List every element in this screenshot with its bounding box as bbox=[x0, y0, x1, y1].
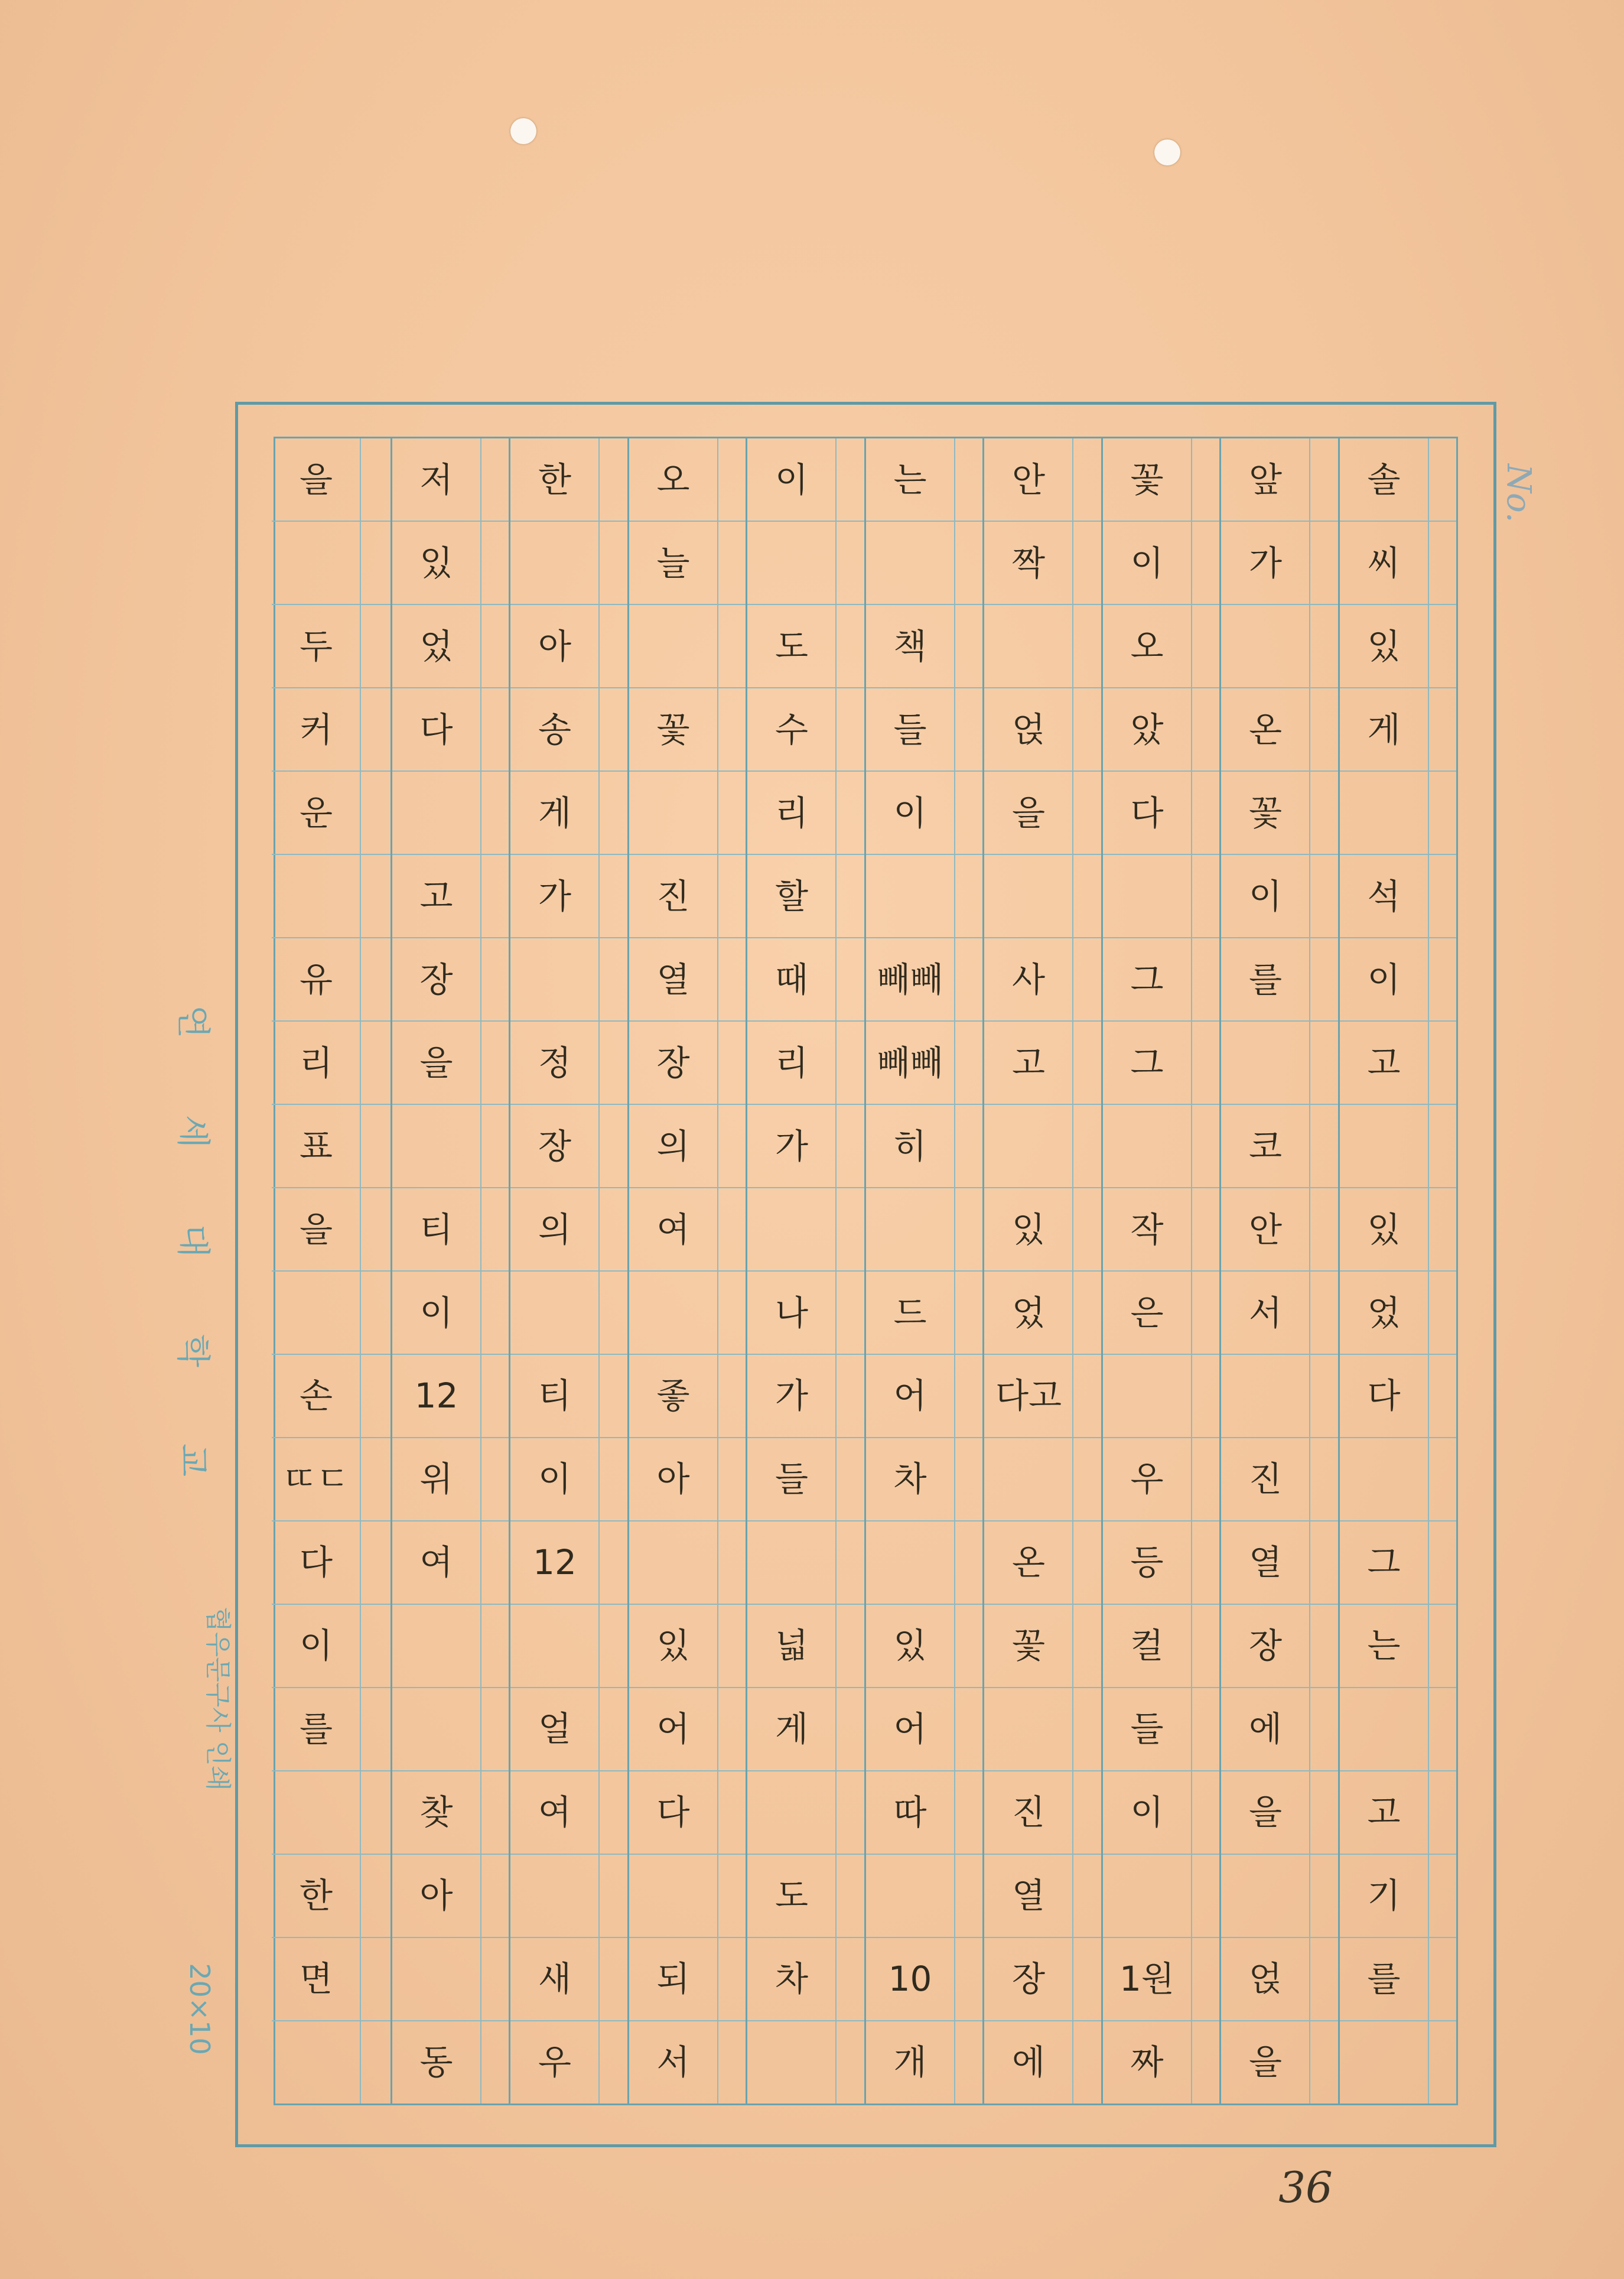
manuscript-cell: 면 bbox=[299, 1958, 333, 1999]
manuscript-column bbox=[982, 438, 1101, 2104]
manuscript-cell: 사 bbox=[1011, 959, 1046, 1000]
manuscript-cell: 게 bbox=[1367, 710, 1401, 750]
manuscript-cell: 열 bbox=[656, 959, 690, 1000]
manuscript-cell: 석 bbox=[1367, 876, 1401, 916]
printer-imprint: 협우문구사 인쇄 bbox=[203, 1607, 233, 1791]
column-text bbox=[1221, 438, 1310, 2104]
manuscript-cell: 고 bbox=[1367, 1042, 1401, 1083]
manuscript-cell: 고 bbox=[1011, 1042, 1046, 1083]
manuscript-cell: 10 bbox=[888, 1958, 932, 1999]
manuscript-cell bbox=[272, 522, 360, 605]
manuscript-cell: 그 bbox=[1130, 1042, 1164, 1083]
manuscript-cell: 있 bbox=[656, 1625, 690, 1666]
punch-hole-left bbox=[510, 118, 536, 144]
manuscript-cell: 유 bbox=[299, 959, 333, 1000]
manuscript-cell: 저 bbox=[419, 460, 453, 500]
manuscript-cell bbox=[392, 1104, 481, 1188]
manuscript-cell bbox=[272, 2020, 360, 2104]
column-text bbox=[1103, 438, 1192, 2104]
manuscript-cell bbox=[510, 1271, 599, 1354]
manuscript-cell: 이 bbox=[1130, 1792, 1164, 1832]
manuscript-cell: 에 bbox=[1248, 1709, 1283, 1750]
manuscript-cell: 표 bbox=[299, 1126, 333, 1166]
column-text bbox=[984, 438, 1073, 2104]
manuscript-cell: 컬 bbox=[1130, 1625, 1164, 1666]
manuscript-cell: 할 bbox=[774, 876, 809, 916]
university-name-char: 세 bbox=[173, 1114, 213, 1148]
manuscript-cell: 얹 bbox=[1011, 710, 1046, 750]
column-text bbox=[510, 438, 599, 2104]
manuscript-cell: 1원 bbox=[1119, 1958, 1174, 1999]
column-text bbox=[629, 438, 718, 2104]
manuscript-cell: 되 bbox=[656, 1958, 690, 1999]
manuscript-cell bbox=[747, 522, 836, 605]
manuscript-cell: 두 bbox=[299, 626, 333, 667]
manuscript-column bbox=[864, 438, 983, 2104]
manuscript-cell: 을 bbox=[1248, 2041, 1283, 2082]
manuscript-column bbox=[1338, 438, 1457, 2104]
manuscript-cell bbox=[272, 1271, 360, 1354]
manuscript-cell: 기 bbox=[1367, 1875, 1401, 1916]
manuscript-cell: 때 bbox=[774, 959, 809, 1000]
manuscript-cell: 온 bbox=[1011, 1542, 1046, 1583]
manuscript-cell: 어 bbox=[656, 1709, 690, 1750]
manuscript-cell: 는 bbox=[1367, 1625, 1401, 1666]
manuscript-cell: 히 bbox=[893, 1126, 927, 1166]
manuscript-cell: 티 bbox=[419, 1209, 453, 1250]
manuscript-cell bbox=[866, 1854, 955, 1937]
manuscript-cell bbox=[272, 1771, 360, 1854]
manuscript-cell bbox=[392, 1937, 481, 2020]
manuscript-cell: 꽃 bbox=[1248, 793, 1283, 834]
column-text bbox=[272, 438, 360, 2104]
manuscript-cell: 서 bbox=[656, 2041, 690, 2082]
manuscript-cell: 꽃 bbox=[656, 710, 690, 750]
manuscript-cell: 을 bbox=[419, 1042, 453, 1083]
manuscript-cell: 한 bbox=[299, 1875, 333, 1916]
manuscript-cell: 를 bbox=[1367, 1958, 1401, 1999]
manuscript-cell bbox=[1340, 2020, 1428, 2104]
manuscript-cell bbox=[1340, 1688, 1428, 1771]
manuscript-cell: 넓 bbox=[774, 1625, 809, 1666]
manuscript-cell: 가 bbox=[774, 1376, 809, 1416]
manuscript-cell bbox=[984, 1104, 1073, 1188]
manuscript-cell bbox=[1221, 1354, 1310, 1438]
manuscript-cell: 게 bbox=[774, 1709, 809, 1750]
manuscript-cell: ㄸㄷ bbox=[282, 1459, 350, 1500]
manuscript-cell: 었 bbox=[419, 626, 453, 667]
manuscript-cell: 운 bbox=[299, 793, 333, 834]
manuscript-cell: 짜 bbox=[1130, 2041, 1164, 2082]
manuscript-cell bbox=[629, 772, 718, 855]
manuscript-cell: 코 bbox=[1248, 1126, 1283, 1166]
manuscript-cell: 한 bbox=[538, 460, 572, 500]
manuscript-cell: 의 bbox=[656, 1126, 690, 1166]
manuscript-column bbox=[509, 438, 627, 2104]
manuscript-cell: 있 bbox=[419, 543, 453, 584]
manuscript-cell: 동 bbox=[419, 2041, 453, 2082]
manuscript-cell bbox=[866, 522, 955, 605]
manuscript-cell: 늘 bbox=[656, 543, 690, 584]
manuscript-cell bbox=[747, 1521, 836, 1604]
manuscript-cell: 티 bbox=[538, 1376, 572, 1416]
manuscript-cell bbox=[984, 855, 1073, 938]
manuscript-cell: 짝 bbox=[1011, 543, 1046, 584]
grid-size-label: 20×10 bbox=[184, 1963, 216, 2055]
manuscript-cell: 들 bbox=[774, 1459, 809, 1500]
manuscript-cell: 12 bbox=[414, 1376, 458, 1416]
manuscript-cell: 따 bbox=[893, 1792, 927, 1832]
column-text bbox=[392, 438, 481, 2104]
manuscript-cell: 가 bbox=[774, 1126, 809, 1166]
manuscript-cell bbox=[392, 772, 481, 855]
manuscript-cell: 장 bbox=[1248, 1625, 1283, 1666]
manuscript-cell: 송 bbox=[538, 710, 572, 750]
manuscript-cell: 씨 bbox=[1367, 543, 1401, 584]
manuscript-cell: 있 bbox=[1367, 1209, 1401, 1250]
manuscript-cell: 다 bbox=[1130, 793, 1164, 834]
manuscript-cell: 을 bbox=[1248, 1792, 1283, 1832]
column-text bbox=[747, 438, 836, 2104]
manuscript-cell: 나 bbox=[774, 1292, 809, 1333]
manuscript-cell bbox=[1103, 1104, 1192, 1188]
manuscript-cell: 열 bbox=[1248, 1542, 1283, 1583]
manuscript-cell: 여 bbox=[656, 1209, 690, 1250]
manuscript-column bbox=[746, 438, 864, 2104]
manuscript-cell bbox=[1221, 1854, 1310, 1937]
manuscript-cell: 안 bbox=[1248, 1209, 1283, 1250]
manuscript-cell: 다 bbox=[656, 1792, 690, 1832]
manuscript-cell bbox=[629, 605, 718, 688]
manuscript-cell: 있 bbox=[893, 1625, 927, 1666]
manuscript-cell bbox=[510, 938, 599, 1021]
manuscript-cell: 여 bbox=[419, 1542, 453, 1583]
manuscript-cell: 이 bbox=[774, 460, 809, 500]
column-text bbox=[866, 438, 955, 2104]
manuscript-cell bbox=[510, 1604, 599, 1688]
manuscript-cell: 꽃 bbox=[1011, 1625, 1046, 1666]
university-name-char: 학 bbox=[173, 1334, 213, 1367]
manuscript-cell: 있 bbox=[1011, 1209, 1046, 1250]
manuscript-cell: 고 bbox=[419, 876, 453, 916]
manuscript-cell bbox=[1103, 1354, 1192, 1438]
punch-hole-right bbox=[1154, 139, 1180, 165]
manuscript-cell: 가 bbox=[538, 876, 572, 916]
manuscript-cell: 빼빼 bbox=[877, 1042, 943, 1083]
manuscript-cell bbox=[866, 855, 955, 938]
manuscript-cell: 우 bbox=[1130, 1459, 1164, 1500]
manuscript-cell bbox=[1103, 855, 1192, 938]
manuscript-cell: 안 bbox=[1011, 460, 1046, 500]
manuscript-grid-frame bbox=[235, 402, 1496, 2147]
manuscript-cell: 아 bbox=[419, 1875, 453, 1916]
manuscript-cell bbox=[866, 1188, 955, 1271]
manuscript-cell bbox=[747, 1771, 836, 1854]
manuscript-cell: 다 bbox=[299, 1542, 333, 1583]
manuscript-cell: 그 bbox=[1130, 959, 1164, 1000]
manuscript-cell: 을 bbox=[299, 460, 333, 500]
manuscript-cell bbox=[1340, 772, 1428, 855]
manuscript-cell: 얼 bbox=[538, 1709, 572, 1750]
manuscript-cell: 앞 bbox=[1248, 460, 1283, 500]
manuscript-cell bbox=[510, 1854, 599, 1937]
manuscript-cell: 12 bbox=[533, 1542, 577, 1583]
manuscript-cell: 손 bbox=[299, 1376, 333, 1416]
manuscript-cell bbox=[629, 1271, 718, 1354]
manuscript-cell bbox=[984, 1688, 1073, 1771]
manuscript-cell bbox=[510, 522, 599, 605]
manuscript-cell: 진 bbox=[656, 876, 690, 916]
manuscript-column bbox=[1101, 438, 1220, 2104]
manuscript-cell: 를 bbox=[1248, 959, 1283, 1000]
manuscript-cell: 정 bbox=[538, 1042, 572, 1083]
manuscript-cell bbox=[1340, 1104, 1428, 1188]
manuscript-cell: 이 bbox=[538, 1459, 572, 1500]
manuscript-cell: 다 bbox=[1367, 1376, 1401, 1416]
manuscript-cell: 들 bbox=[893, 710, 927, 750]
manuscript-cell: 찾 bbox=[419, 1792, 453, 1832]
manuscript-cell: 았 bbox=[1130, 710, 1164, 750]
manuscript-cell: 다고 bbox=[995, 1376, 1062, 1416]
manuscript-cell bbox=[984, 1438, 1073, 1521]
column-text bbox=[1340, 438, 1428, 2104]
manuscript-cell bbox=[1221, 605, 1310, 688]
manuscript-cell bbox=[1221, 1021, 1310, 1104]
manuscript-cell bbox=[1103, 1854, 1192, 1937]
manuscript-cell: 솔 bbox=[1367, 460, 1401, 500]
university-name-char: 대 bbox=[173, 1224, 213, 1258]
manuscript-cell: 차 bbox=[893, 1459, 927, 1500]
manuscript-cell: 의 bbox=[538, 1209, 572, 1250]
manuscript-cell: 수 bbox=[774, 710, 809, 750]
manuscript-cell: 었 bbox=[1011, 1292, 1046, 1333]
manuscript-cell: 책 bbox=[893, 626, 927, 667]
manuscript-cell: 열 bbox=[1011, 1875, 1046, 1916]
manuscript-cell: 게 bbox=[538, 793, 572, 834]
manuscript-cell: 고 bbox=[1367, 1792, 1401, 1832]
manuscript-cell: 진 bbox=[1011, 1792, 1046, 1832]
manuscript-cell: 에 bbox=[1011, 2041, 1046, 2082]
manuscript-cell: 여 bbox=[538, 1792, 572, 1832]
university-name-char: 교 bbox=[173, 1443, 213, 1477]
no-label: No. bbox=[1499, 464, 1538, 523]
manuscript-cell: 이 bbox=[1130, 543, 1164, 584]
manuscript-cell: 어 bbox=[893, 1709, 927, 1750]
manuscript-cell: 은 bbox=[1130, 1292, 1164, 1333]
manuscript-column bbox=[390, 438, 509, 2104]
manuscript-grid bbox=[274, 437, 1458, 2105]
manuscript-column bbox=[272, 438, 390, 2104]
manuscript-cell: 이 bbox=[299, 1625, 333, 1666]
manuscript-cell bbox=[1340, 1438, 1428, 1521]
manuscript-cell bbox=[392, 1688, 481, 1771]
manuscript-cell: 어 bbox=[893, 1376, 927, 1416]
manuscript-cell: 오 bbox=[656, 460, 690, 500]
manuscript-cell: 도 bbox=[774, 1875, 809, 1916]
page-number: 36 bbox=[1278, 2163, 1333, 2212]
manuscript-cell bbox=[392, 1604, 481, 1688]
manuscript-cell: 위 bbox=[419, 1459, 453, 1500]
manuscript-cell: 등 bbox=[1130, 1542, 1164, 1583]
manuscript-cell bbox=[984, 605, 1073, 688]
manuscript-cell: 장 bbox=[656, 1042, 690, 1083]
manuscript-cell: 드 bbox=[893, 1292, 927, 1333]
manuscript-cell: 를 bbox=[299, 1709, 333, 1750]
manuscript-cell: 꽃 bbox=[1130, 460, 1164, 500]
manuscript-cell: 이 bbox=[1367, 959, 1401, 1000]
manuscript-cell: 는 bbox=[893, 460, 927, 500]
manuscript-cell: 작 bbox=[1130, 1209, 1164, 1250]
manuscript-cell: 이 bbox=[419, 1292, 453, 1333]
manuscript-cell: 좋 bbox=[656, 1376, 690, 1416]
manuscript-cell: 도 bbox=[774, 626, 809, 667]
manuscript-cell: 리 bbox=[299, 1042, 333, 1083]
university-name-char: 연 bbox=[173, 1004, 213, 1039]
manuscript-cell: 었 bbox=[1367, 1292, 1401, 1333]
manuscript-cell: 그 bbox=[1367, 1542, 1401, 1583]
manuscript-cell: 들 bbox=[1130, 1709, 1164, 1750]
university-name bbox=[167, 1004, 220, 1477]
manuscript-cell: 장 bbox=[538, 1126, 572, 1166]
manuscript-cell: 개 bbox=[893, 2041, 927, 2082]
manuscript-cell: 진 bbox=[1248, 1459, 1283, 1500]
manuscript-cell bbox=[629, 1521, 718, 1604]
manuscript-cell: 얹 bbox=[1248, 1958, 1283, 1999]
manuscript-cell: 아 bbox=[656, 1459, 690, 1500]
manuscript-cell: 빼빼 bbox=[877, 959, 943, 1000]
manuscript-cell bbox=[272, 855, 360, 938]
manuscript-cell bbox=[747, 1188, 836, 1271]
manuscript-cell: 장 bbox=[419, 959, 453, 1000]
manuscript-cell: 리 bbox=[774, 793, 809, 834]
manuscript-cell bbox=[747, 2020, 836, 2104]
manuscript-cell: 리 bbox=[774, 1042, 809, 1083]
manuscript-column bbox=[1219, 438, 1338, 2104]
manuscript-cell bbox=[866, 1521, 955, 1604]
manuscript-cell bbox=[629, 1854, 718, 1937]
manuscript-cell: 을 bbox=[1011, 793, 1046, 834]
manuscript-cell: 우 bbox=[538, 2041, 572, 2082]
manuscript-cell: 이 bbox=[893, 793, 927, 834]
manuscript-cell: 가 bbox=[1248, 543, 1283, 584]
manuscript-cell: 서 bbox=[1248, 1292, 1283, 1333]
manuscript-cell: 새 bbox=[538, 1958, 572, 1999]
manuscript-cell: 온 bbox=[1248, 710, 1283, 750]
manuscript-cell: 다 bbox=[419, 710, 453, 750]
manuscript-cell: 커 bbox=[299, 710, 333, 750]
manuscript-column bbox=[627, 438, 746, 2104]
manuscript-cell: 이 bbox=[1248, 876, 1283, 916]
manuscript-cell: 차 bbox=[774, 1958, 809, 1999]
manuscript-cell: 을 bbox=[299, 1209, 333, 1250]
manuscript-cell: 오 bbox=[1130, 626, 1164, 667]
manuscript-cell: 아 bbox=[538, 626, 572, 667]
manuscript-cell: 있 bbox=[1367, 626, 1401, 667]
manuscript-cell: 장 bbox=[1011, 1958, 1046, 1999]
